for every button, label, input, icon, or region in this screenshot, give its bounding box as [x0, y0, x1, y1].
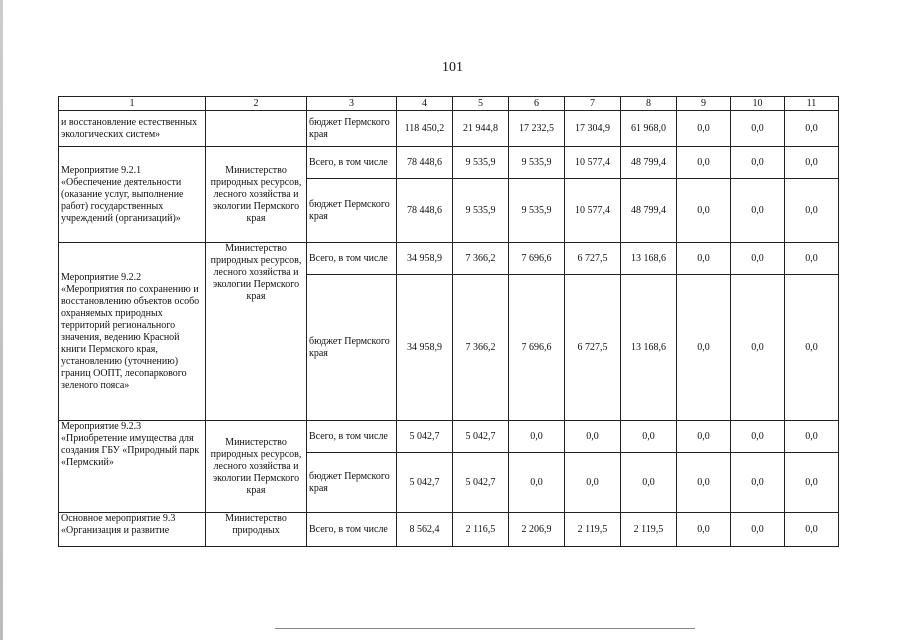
activity-name: Мероприятие 9.2.2 «Мероприятия по сохранению и восстановлению объектов особо охраняемых природных территорий регионального значения, ведению Красной книги Пермского края, установлению (уточнению) границ ООПТ, лесопаркового зеленого пояса»: [59, 243, 206, 421]
value-cell: 48 799,4: [621, 147, 677, 179]
value-cell: 0,0: [785, 513, 839, 547]
value-cell: 7 366,2: [453, 275, 509, 421]
scan-edge: [0, 0, 3, 640]
value-cell: 9 535,9: [453, 179, 509, 243]
value-cell: 6 727,5: [565, 243, 621, 275]
value-cell: 0,0: [785, 421, 839, 453]
funding-source: Всего, в том числе: [307, 243, 397, 275]
header-cell: 3: [307, 97, 397, 111]
page-bottom-rule: [275, 628, 695, 629]
funding-source: Всего, в том числе: [307, 147, 397, 179]
value-cell: 7 696,6: [509, 243, 565, 275]
table-row: [59, 243, 839, 275]
value-cell: 0,0: [785, 275, 839, 421]
funding-source: Всего, в том числе: [307, 513, 397, 547]
value-cell: 78 448,6: [397, 147, 453, 179]
funding-source: Всего, в том числе: [307, 421, 397, 453]
value-cell: 78 448,6: [397, 179, 453, 243]
header-cell: 7: [565, 97, 621, 111]
value-cell: 48 799,4: [621, 179, 677, 243]
responsible-executor: Министерство природных ресурсов, лесного хозяйства и экологии Пермского края: [206, 147, 307, 243]
budget-table: [58, 96, 839, 547]
activity-name: и восстановление естественных экологических систем»: [59, 111, 206, 147]
table-row: [59, 513, 839, 547]
value-cell: 10 577,4: [565, 147, 621, 179]
funding-source: бюджет Пермского края: [307, 275, 397, 421]
value-cell: 5 042,7: [397, 453, 453, 513]
funding-source: бюджет Пермского края: [307, 179, 397, 243]
value-cell: 13 168,6: [621, 243, 677, 275]
value-cell: 2 119,5: [621, 513, 677, 547]
value-cell: 0,0: [731, 243, 785, 275]
value-cell: 2 116,5: [453, 513, 509, 547]
value-cell: 5 042,7: [453, 421, 509, 453]
value-cell: 0,0: [731, 453, 785, 513]
value-cell: 0,0: [509, 421, 565, 453]
value-cell: 8 562,4: [397, 513, 453, 547]
funding-source: бюджет Пермского края: [307, 111, 397, 147]
value-cell: 0,0: [731, 421, 785, 453]
header-cell: 9: [677, 97, 731, 111]
value-cell: 13 168,6: [621, 275, 677, 421]
value-cell: 9 535,9: [453, 147, 509, 179]
value-cell: 7 696,6: [509, 275, 565, 421]
funding-source: бюджет Пермского края: [307, 453, 397, 513]
value-cell: 0,0: [785, 453, 839, 513]
value-cell: 5 042,7: [453, 453, 509, 513]
value-cell: 2 119,5: [565, 513, 621, 547]
responsible-executor: [206, 111, 307, 147]
value-cell: 0,0: [677, 243, 731, 275]
value-cell: 0,0: [621, 453, 677, 513]
value-cell: 2 206,9: [509, 513, 565, 547]
value-cell: 17 304,9: [565, 111, 621, 147]
value-cell: 0,0: [677, 513, 731, 547]
responsible-executor: Министерство природных: [206, 513, 307, 547]
value-cell: 118 450,2: [397, 111, 453, 147]
header-cell: 10: [731, 97, 785, 111]
value-cell: 0,0: [677, 275, 731, 421]
value-cell: 0,0: [731, 179, 785, 243]
value-cell: 34 958,9: [397, 275, 453, 421]
value-cell: 0,0: [785, 179, 839, 243]
value-cell: 0,0: [731, 147, 785, 179]
value-cell: 0,0: [731, 513, 785, 547]
value-cell: 34 958,9: [397, 243, 453, 275]
header-cell: 2: [206, 97, 307, 111]
value-cell: 10 577,4: [565, 179, 621, 243]
value-cell: 9 535,9: [509, 147, 565, 179]
value-cell: 61 968,0: [621, 111, 677, 147]
activity-name: Мероприятие 9.2.3 «Приобретение имущества для создания ГБУ «Природный парк «Пермский»: [59, 421, 206, 513]
value-cell: 0,0: [785, 147, 839, 179]
header-cell: 5: [453, 97, 509, 111]
value-cell: 0,0: [731, 111, 785, 147]
activity-name: Мероприятие 9.2.1 «Обеспечение деятельности (оказание услуг, выполнение работ) государственных учреждений (организаций)»: [59, 147, 206, 243]
value-cell: 0,0: [677, 179, 731, 243]
value-cell: 0,0: [677, 421, 731, 453]
page-number: 101: [442, 60, 463, 75]
value-cell: 17 232,5: [509, 111, 565, 147]
header-cell: 11: [785, 97, 839, 111]
value-cell: 0,0: [785, 111, 839, 147]
header-cell: 4: [397, 97, 453, 111]
header-cell: 6: [509, 97, 565, 111]
value-cell: 9 535,9: [509, 179, 565, 243]
table-row: [59, 421, 839, 453]
value-cell: 5 042,7: [397, 421, 453, 453]
value-cell: 0,0: [677, 453, 731, 513]
value-cell: 6 727,5: [565, 275, 621, 421]
table-row: [59, 111, 839, 147]
value-cell: 7 366,2: [453, 243, 509, 275]
value-cell: 21 944,8: [453, 111, 509, 147]
value-cell: 0,0: [621, 421, 677, 453]
activity-name: Основное мероприятие 9.3 «Организация и развитие: [59, 513, 206, 547]
value-cell: 0,0: [731, 275, 785, 421]
value-cell: 0,0: [677, 111, 731, 147]
table-row: [59, 147, 839, 179]
value-cell: 0,0: [509, 453, 565, 513]
value-cell: 0,0: [677, 147, 731, 179]
value-cell: 0,0: [565, 421, 621, 453]
header-cell: 1: [59, 97, 206, 111]
responsible-executor: Министерство природных ресурсов, лесного хозяйства и экологии Пермского края: [206, 421, 307, 513]
value-cell: 0,0: [785, 243, 839, 275]
header-cell: 8: [621, 97, 677, 111]
responsible-executor: Министерство природных ресурсов, лесного хозяйства и экологии Пермского края: [206, 243, 307, 421]
value-cell: 0,0: [565, 453, 621, 513]
column-number-row: [59, 97, 839, 111]
